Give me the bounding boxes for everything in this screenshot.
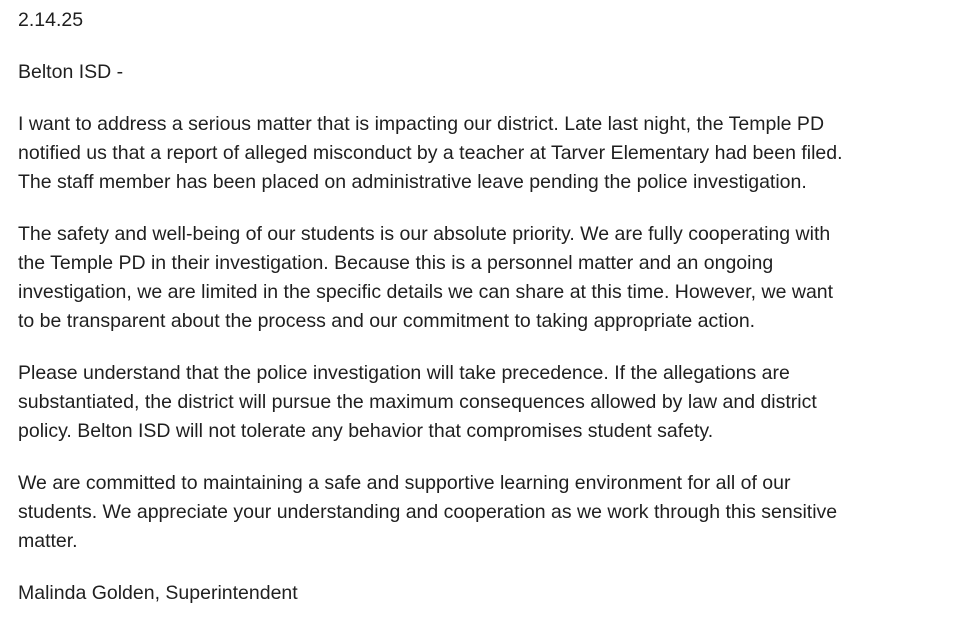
- paragraph-line: to be transparent about the process and our commitment to taking appropriate action.: [18, 310, 756, 332]
- paragraph-4: [18, 469, 958, 556]
- letter-salutation: Belton ISD -: [18, 61, 124, 83]
- paragraph-line: Please understand that the police investigation will take precedence. If the allegations are: [18, 362, 790, 384]
- paragraph-line: the Temple PD in their investigation. Because this is a personnel matter and an ongoing: [18, 252, 774, 274]
- paragraph-line: We are committed to maintaining a safe and supportive learning environment for all of our: [18, 472, 791, 494]
- paragraph-line: policy. Belton ISD will not tolerate any behavior that compromises student safety.: [18, 420, 714, 442]
- paragraph-line: matter.: [18, 530, 78, 552]
- paragraph-line: investigation, we are limited in the specific details we can share at this time. However, we want: [18, 281, 834, 303]
- paragraph-line: notified us that a report of alleged misconduct by a teacher at Tarver Elementary had been filed.: [18, 142, 843, 164]
- paragraph-1: [18, 110, 958, 197]
- paragraph-line: The safety and well-being of our students is our absolute priority. We are fully cooperating with: [18, 223, 831, 245]
- paragraph-line: I want to address a serious matter that is impacting our district. Late last night, the Temple PD: [18, 113, 825, 135]
- paragraph-line: The staff member has been placed on administrative leave pending the police investigation.: [18, 171, 807, 193]
- paragraph-line: substantiated, the district will pursue the maximum consequences allowed by law and district: [18, 391, 817, 413]
- paragraph-3: [18, 359, 958, 446]
- paragraph-line: students. We appreciate your understanding and cooperation as we work through this sensitive: [18, 501, 838, 523]
- letter: [18, 6, 958, 631]
- letter-date: 2.14.25: [18, 9, 84, 31]
- letter-signature: Malinda Golden, Superintendent: [18, 582, 298, 604]
- paragraph-2: [18, 220, 958, 336]
